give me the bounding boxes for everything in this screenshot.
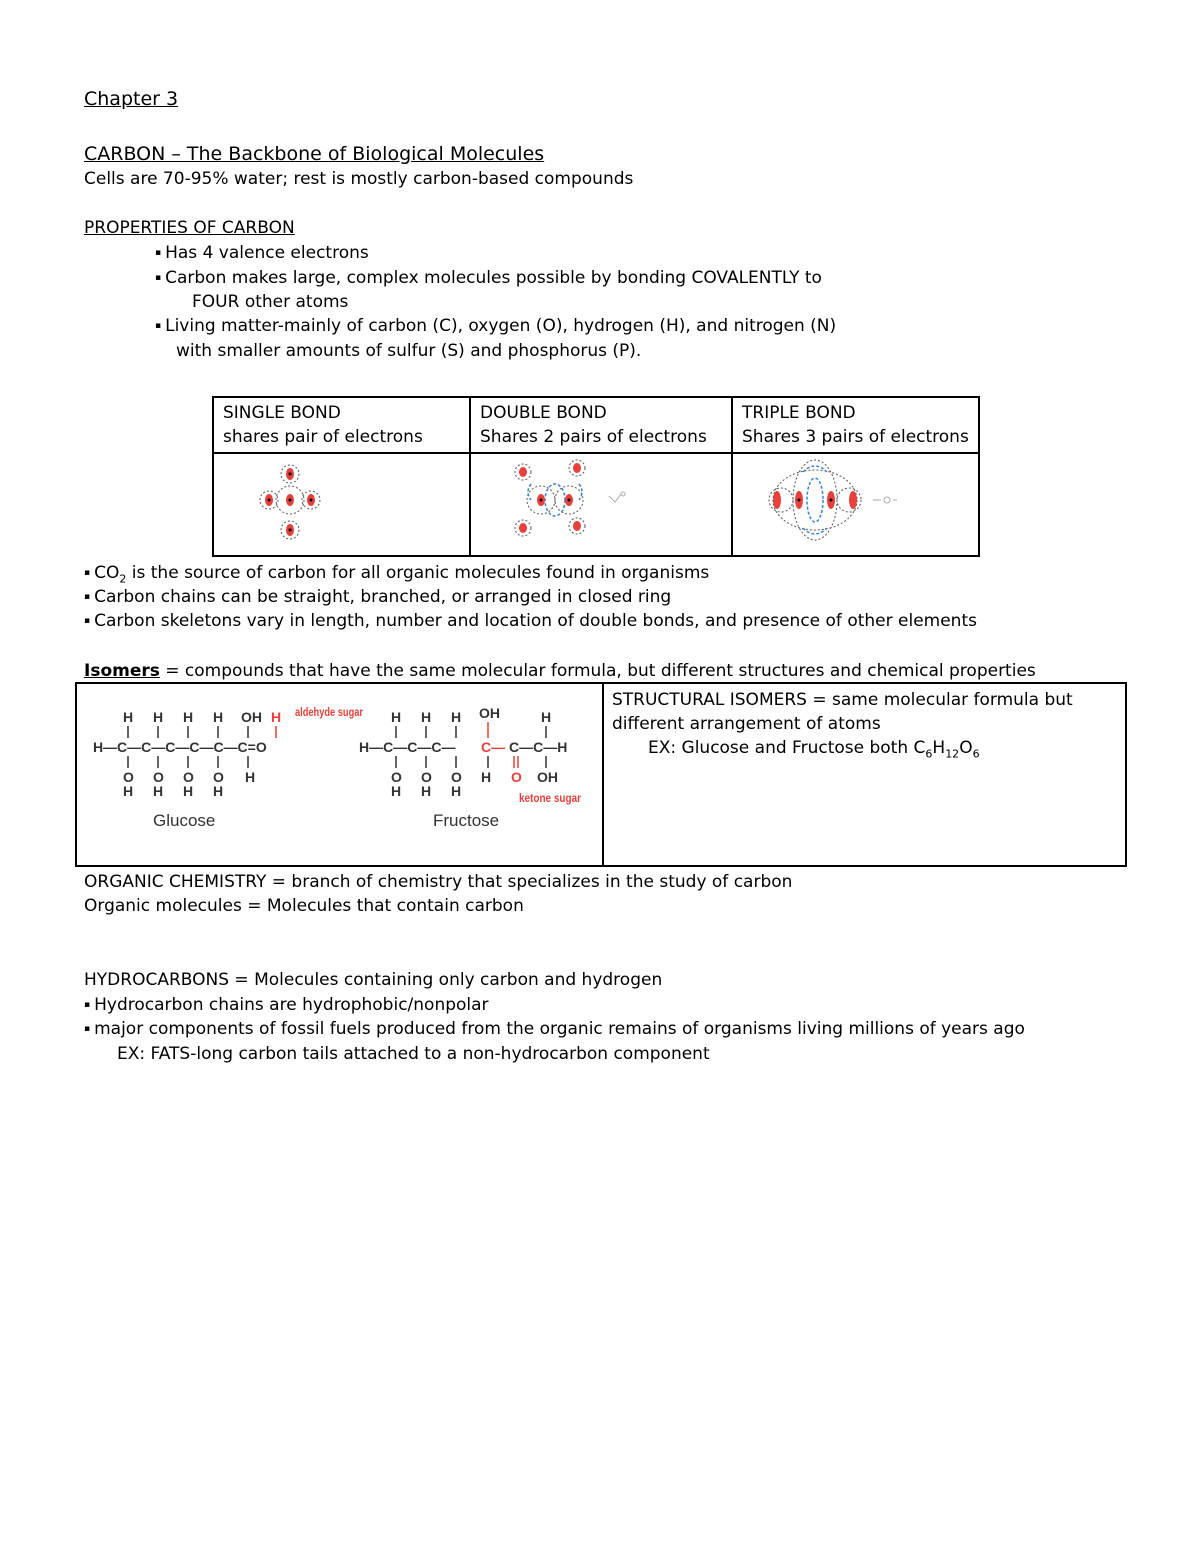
svg-text:H: H: [391, 709, 402, 725]
cells-line: Cells are 70-95% water; rest is mostly carbon-based compounds: [84, 169, 634, 189]
svg-text:H: H: [93, 739, 104, 755]
fructose-label: Fructose: [433, 811, 500, 830]
property-bullet-2: ▪ Carbon makes large, complex molecules possible by bonding COVALENTLY to: [155, 268, 822, 288]
svg-text:H: H: [245, 769, 256, 785]
glucose-fructose-structures: [81, 686, 601, 866]
svg-text:C—: C—: [481, 739, 506, 755]
svg-text:O: O: [451, 769, 462, 785]
double-bond-diagram: [470, 453, 732, 556]
triple-bond-diagram: [732, 453, 979, 556]
svg-text:H: H: [123, 783, 134, 799]
property-bullet-3: ▪ Living matter-mainly of carbon (C), oxygen (O), hydrogen (H), and nitrogen (N): [155, 316, 836, 336]
chapter-title: Chapter 3: [84, 88, 179, 110]
triple-bond-header: TRIPLE BOND Shares 3 pairs of electrons: [732, 397, 979, 453]
carbon-heading: CARBON – The Backbone of Biological Molecules: [84, 143, 545, 165]
svg-text:H: H: [183, 709, 194, 725]
single-bond-header: SINGLE BOND shares pair of electrons: [213, 397, 470, 453]
property-bullet-3-cont: with smaller amounts of sulfur (S) and phosphorus (P).: [176, 341, 642, 361]
svg-text:OH: OH: [537, 769, 558, 785]
double-bond-electron-diagram: [471, 454, 731, 548]
svg-text:H: H: [213, 783, 224, 799]
svg-text:H: H: [213, 709, 224, 725]
svg-text:O: O: [153, 769, 164, 785]
structural-isomers-text: STRUCTURAL ISOMERS = same molecular formula but different arrangement of atoms EX: Glucose and Fructose both $C_6H_{12}O_6$: [612, 688, 1117, 766]
svg-text:H: H: [451, 709, 462, 725]
svg-text:C—C—H: C—C—H: [509, 739, 568, 755]
svg-text:H: H: [391, 783, 402, 799]
svg-text:OH: OH: [241, 709, 262, 725]
svg-text:H—C—C—C—: H—C—C—C—: [359, 739, 456, 755]
single-bond-diagram: [213, 453, 470, 556]
svg-text:H: H: [123, 709, 134, 725]
svg-text:H: H: [481, 769, 492, 785]
svg-text:OH: OH: [479, 705, 500, 721]
organic-chemistry-def: ORGANIC CHEMISTRY = branch of chemistry that specializes in the study of carbon: [84, 872, 793, 892]
aldehyde-label: aldehyde sugar: [295, 705, 364, 719]
svg-text:H: H: [421, 783, 432, 799]
svg-text:H: H: [183, 783, 194, 799]
triple-bond-electron-diagram: [733, 454, 978, 548]
svg-text:H: H: [451, 783, 462, 799]
svg-text:H: H: [421, 709, 432, 725]
property-bullet-1: ▪ Has 4 valence electrons: [155, 243, 369, 263]
svg-text:H: H: [153, 783, 164, 799]
isomers-definition: Isomers = compounds that have the same molecular formula, but different structures and chemical properties: [84, 661, 1036, 681]
svg-text:O: O: [421, 769, 432, 785]
svg-text:O: O: [123, 769, 134, 785]
hydrocarbon-example: EX: FATS-long carbon tails attached to a non-hydrocarbon component: [117, 1044, 710, 1064]
fact-co2: ▪ $CO_2$ is the source of carbon for all organic molecules found in organisms: [84, 563, 709, 585]
organic-molecules-def: Organic molecules = Molecules that contain carbon: [84, 896, 524, 916]
isomers-example: EX: Glucose and Fructose both $C_6H_{12}O_6$: [648, 738, 980, 761]
properties-heading: PROPERTIES OF CARBON: [84, 218, 295, 238]
bond-table: [212, 396, 980, 557]
svg-text:O: O: [213, 769, 224, 785]
isomers-box: [75, 682, 1127, 867]
glucose-label: Glucose: [153, 811, 216, 830]
fact-skeletons: ▪ Carbon skeletons vary in length, number and location of double bonds, and presence of other elements: [84, 611, 977, 631]
single-bond-electron-diagram: [214, 454, 469, 548]
hydrocarbon-bullet-2: ▪ major components of fossil fuels produced from the organic remains of organisms living millions of years ago: [84, 1019, 1025, 1039]
hydrocarbon-bullet-1: ▪ Hydrocarbon chains are hydrophobic/nonpolar: [84, 995, 489, 1015]
property-bullet-2-cont: FOUR other atoms: [192, 292, 349, 312]
double-bond-header: DOUBLE BOND Shares 2 pairs of electrons: [470, 397, 732, 453]
svg-text:—C—C—C—C—C—C=O: —C—C—C—C—C—C=O: [103, 739, 267, 755]
ketone-label: ketone sugar: [519, 791, 582, 805]
svg-text:H: H: [541, 709, 552, 725]
svg-text:O: O: [391, 769, 402, 785]
isomers-divider: [602, 684, 604, 865]
hydrocarbons-def: HYDROCARBONS = Molecules containing only carbon and hydrogen: [84, 970, 663, 990]
fact-chains: ▪ Carbon chains can be straight, branched, or arranged in closed ring: [84, 587, 671, 607]
svg-text:H: H: [153, 709, 164, 725]
svg-text:O: O: [511, 769, 522, 785]
svg-text:H: H: [271, 709, 282, 725]
svg-text:O: O: [183, 769, 194, 785]
